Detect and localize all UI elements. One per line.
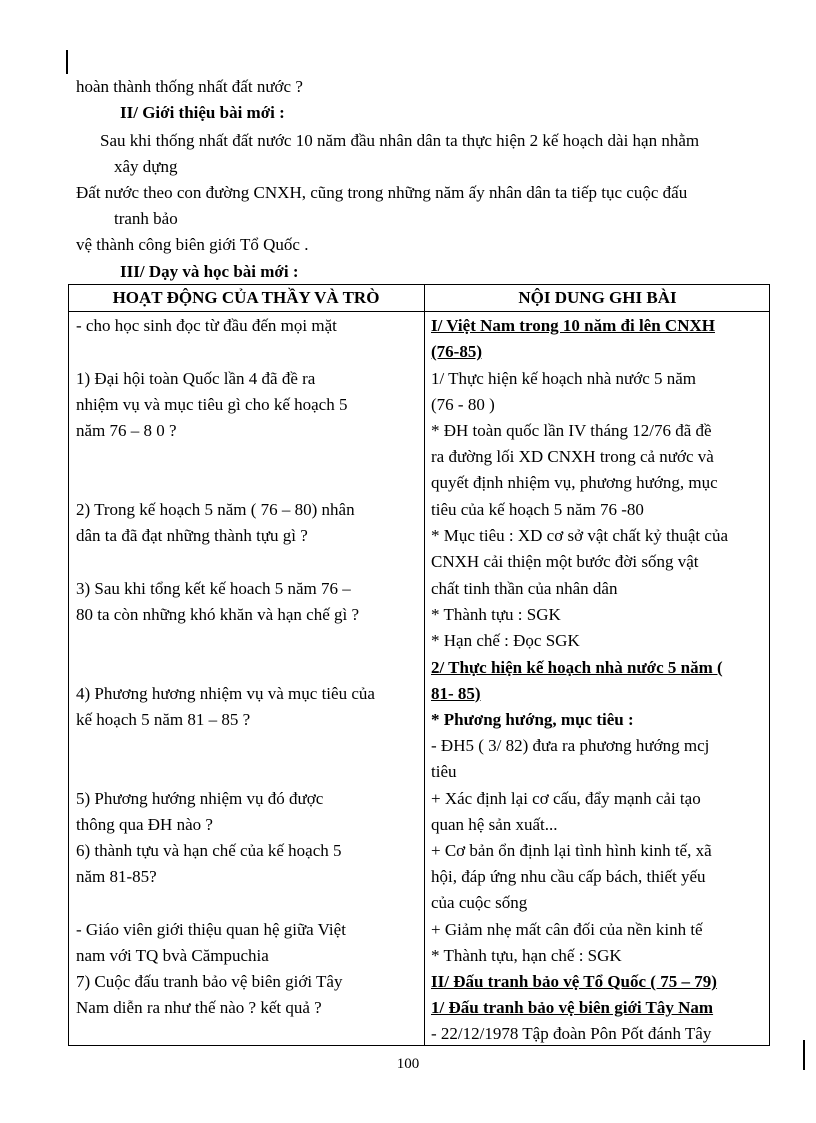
table-right-line: chất tinh thần của nhân dân xyxy=(431,579,618,598)
table-right-line: hội, đáp ứng nhu cầu cấp bách, thiết yếu xyxy=(431,867,706,886)
table-right-line: * ĐH toàn quốc lần IV tháng 12/76 đã đề xyxy=(431,421,712,440)
table-left-line: dân ta đã đạt những thành tựu gì ? xyxy=(76,526,308,545)
table-left-line: 80 ta còn những khó khăn và hạn chế gì ? xyxy=(76,605,360,624)
table-right-line: - 22/12/1978 Tập đoàn Pôn Pốt đánh Tây xyxy=(431,1024,712,1043)
intro-line-1: hoàn thành thống nhất đất nước ? xyxy=(76,77,303,96)
table-left-line: 2) Trong kế hoạch 5 năm ( 76 – 80) nhân xyxy=(76,500,355,519)
table-right-line: quyết định nhiệm vụ, phương hướng, mục xyxy=(431,473,718,492)
table-right-line: - ĐH5 ( 3/ 82) đưa ra phương hướng mcj xyxy=(431,736,710,755)
table-right-line: * Thành tựu : SGK xyxy=(431,605,561,624)
table-header-content: NỘI DUNG GHI BÀI xyxy=(518,288,677,307)
table-right-line: * Phương hướng, mục tiêu : xyxy=(431,710,634,729)
table-right-line: I/ Việt Nam trong 10 năm đi lên CNXH xyxy=(431,316,715,335)
table-right-line: 1/ Đấu tranh bảo vệ biên giới Tây Nam xyxy=(431,998,714,1017)
table-right-line: (76-85) xyxy=(431,342,482,361)
table-left-line: 7) Cuộc đấu tranh bảo vệ biên giới Tây xyxy=(76,972,343,991)
intro-paragraph-line-3: Đất nước theo con đường CNXH, cũng trong những năm ấy nhân dân ta tiếp tục cuộc đấu xyxy=(76,183,688,202)
intro-paragraph-line-1: Sau khi thống nhất đất nước 10 năm đầu nhân dân ta thực hiện 2 kế hoạch dài hạn nhằm xyxy=(100,131,700,150)
table-right-line: + Cơ bản ổn định lại tình hình kinh tế, xã xyxy=(431,841,712,860)
intro-paragraph-line-2: xây dựng xyxy=(114,157,178,176)
table-header-activities: HOẠT ĐỘNG CỦA THẦY VÀ TRÒ xyxy=(112,288,380,307)
table-left-line: nhiệm vụ và mục tiêu gì cho kế hoạch 5 xyxy=(76,395,348,414)
table-column-divider xyxy=(424,284,425,1046)
section-3-heading: III/ Dạy và học bài mới : xyxy=(120,262,299,281)
table-right-line: 81- 85) xyxy=(431,684,481,703)
table-left-line: 3) Sau khi tổng kết kế hoach 5 năm 76 – xyxy=(76,579,351,598)
table-right-line: quan hệ sản xuất... xyxy=(431,815,558,834)
page-number: 100 xyxy=(396,1056,420,1072)
table-right-line: (76 - 80 ) xyxy=(431,395,495,414)
section-2-heading: II/ Giới thiệu bài mới : xyxy=(120,103,285,122)
table-right-line: II/ Đấu tranh bảo vệ Tổ Quốc ( 75 – 79) xyxy=(431,972,717,991)
table-right-line: của cuộc sống xyxy=(431,893,528,912)
margin-bar-left xyxy=(66,50,68,74)
table-left-line: kế hoạch 5 năm 81 – 85 ? xyxy=(76,710,251,729)
table-left-line: 1) Đại hội toàn Quốc lần 4 đã đề ra xyxy=(76,369,316,388)
table-left-line: năm 76 – 8 0 ? xyxy=(76,421,177,440)
table-right-line: * Hạn chế : Đọc SGK xyxy=(431,631,580,650)
margin-bar-right xyxy=(803,1040,805,1070)
table-left-line: Nam diễn ra như thế nào ? kết quả ? xyxy=(76,998,322,1017)
table-right-line: tiêu xyxy=(431,762,457,781)
table-left-line: - Giáo viên giới thiệu quan hệ giữa Việt xyxy=(76,920,346,939)
intro-paragraph-line-5: vệ thành công biên giới Tổ Quốc . xyxy=(76,235,309,254)
table-right-line: + Giảm nhẹ mất cân đối của nền kinh tế xyxy=(431,920,703,939)
table-right-line: * Thành tựu, hạn chế : SGK xyxy=(431,946,622,965)
table-right-line: 2/ Thực hiện kế hoạch nhà nước 5 năm ( xyxy=(431,658,723,677)
table-right-line: * Mục tiêu : XD cơ sở vật chất kỷ thuật của xyxy=(431,526,728,545)
table-left-line: 5) Phương hướng nhiệm vụ đó được xyxy=(76,789,324,808)
table-header-rule xyxy=(68,311,770,312)
table-left-line: thông qua ĐH nào ? xyxy=(76,815,213,834)
table-right-line: 1/ Thực hiện kế hoạch nhà nước 5 năm xyxy=(431,369,697,388)
table-right-line: + Xác định lại cơ cấu, đẩy mạnh cải tạo xyxy=(431,789,701,808)
table-left-line: 6) thành tựu và hạn chế của kế hoạch 5 xyxy=(76,841,342,860)
table-right-line: ra đường lối XD CNXH trong cả nước và xyxy=(431,447,714,466)
table-left-line: - cho học sinh đọc từ đầu đến mọi mặt xyxy=(76,316,337,335)
table-right-line: CNXH cải thiện một bước đời sống vật xyxy=(431,552,699,571)
intro-paragraph-line-4: tranh bảo xyxy=(114,209,178,228)
table-left-line: 4) Phương hương nhiệm vụ và mục tiêu của xyxy=(76,684,375,703)
table-right-line: tiêu của kế hoạch 5 năm 76 -80 xyxy=(431,500,644,519)
table-left-line: năm 81-85? xyxy=(76,867,157,886)
table-left-line: nam với TQ bvà Cămpuchia xyxy=(76,946,269,965)
